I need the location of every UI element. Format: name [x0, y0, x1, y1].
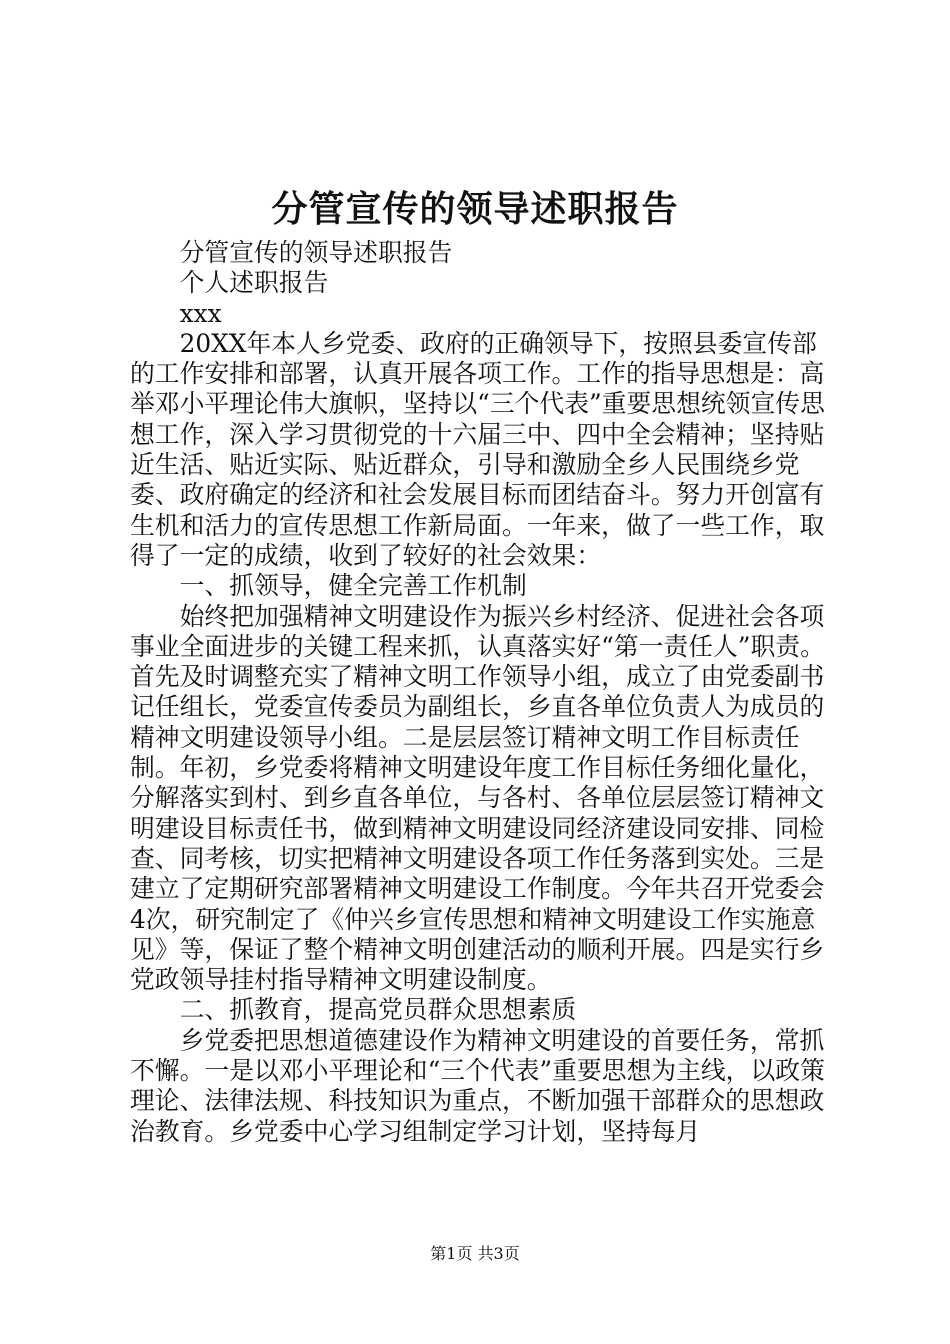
author-name: xxx	[179, 298, 222, 328]
document-title: 分管宣传的领导述职报告	[271, 188, 679, 230]
page-footer: 第1页 共3页	[430, 1244, 520, 1263]
intro-paragraph: 20XX年本人乡党委、政府的正确领导下，按照县委宣传部的工作安排和部署，认真开展各项工作。工作的指导思想是：高举邓小平理论伟大旗帜，坚持以“三个代表”重要思想统领宣传思想工作，深入学习贯彻党的十六届三中、四中全会精神；坚持贴近生活、贴近实际、贴近群众，引导和激励全乡人民围绕乡党委、政府确定的经济和社会发展目标而团结奋斗。努力开创富有生机和活力的宣传思想工作新局面。一年来，做了一些工作，取得了一定的成绩，收到了较好的社会效果：	[130, 328, 825, 570]
section-heading-1: 一、抓领导，健全完善工作机制	[179, 571, 527, 601]
document-body	[130, 238, 830, 1147]
subtitle: 分管宣传的领导述职报告	[179, 238, 453, 267]
section-heading-2: 二、抓教育，提高党员群众思想素质	[179, 995, 577, 1025]
section-paragraph-1: 始终把加强精神文明建设作为振兴乡村经济、促进社会各项事业全面进步的关键工程来抓，认真落实好“第一责任人”职责。首先及时调整充实了精神文明工作领导小组，成立了由党委副书记任组长，党委宣传委员为副组长，乡直各单位负责人为成员的精神文明建设领导小组。二是层层签订精神文明工作目标责任制。年初，乡党委将精神文明建设年度工作目标任务细化量化，分解落实到村、到乡直各单位，与各村、各单位层层签订精神文明建设目标责任书，做到精神文明建设同经济建设同安排、同检查、同考核，切实把精神文明建设各项工作任务落到实处。三是建立了定期研究部署精神文明建设工作制度。今年共召开党委会4次，研究制定了《仲兴乡宣传思想和精神文明建设工作实施意见》等，保证了整个精神文明创建活动的顺利开展。四是实行乡党政领导挂村指导精神文明建设制度。	[130, 601, 825, 995]
report-type: 个人述职报告	[179, 268, 329, 298]
section-paragraph-2: 乡党委把思想道德建设作为精神文明建设的首要任务，常抓不懈。一是以邓小平理论和“三个代表”重要思想为主线，以政策理论、法律法规、科技知识为重点，不断加强干部群众的思想政治教育。乡党委中心学习组制定学习计划，坚持每月	[130, 1025, 825, 1146]
